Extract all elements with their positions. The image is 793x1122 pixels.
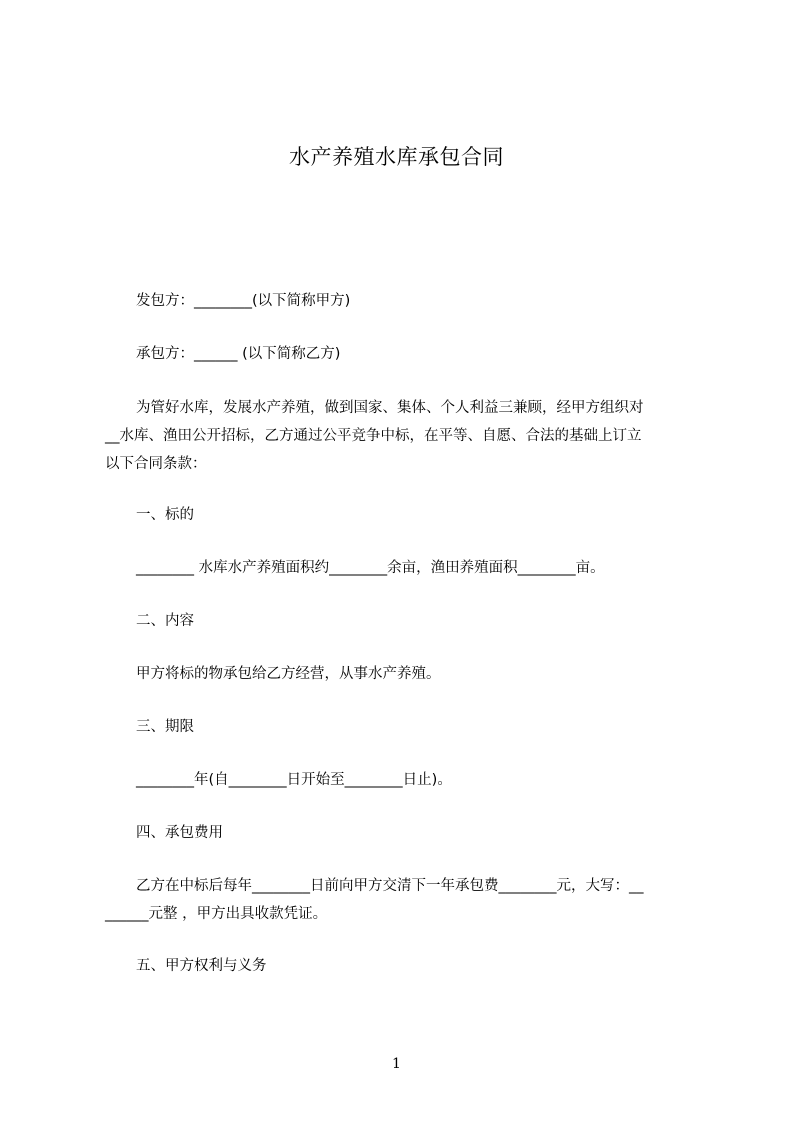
page-number: 1: [392, 1056, 401, 1072]
section-4-heading: 四、承包费用: [136, 825, 223, 841]
section-4-body-line-2: ______元整 ，甲方出具收款凭证。: [105, 906, 328, 922]
preamble-line-1: 为管好水库，发展水产养殖，做到国家、集体、个人利益三兼顾，经甲方组织对: [136, 400, 644, 416]
section-4-body-line-1: 乙方在中标后每年________日前向甲方交清下一年承包费________元，大写：__: [136, 878, 644, 894]
party-b-line: 承包方：______ (以下简称乙方): [136, 346, 341, 362]
section-5-heading: 五、甲方权利与义务: [136, 958, 267, 974]
section-3-body: ________年(自________日开始至________日止)。: [136, 772, 452, 788]
section-2-body: 甲方将标的物承包给乙方经营，从事水产养殖。: [136, 666, 441, 682]
preamble-line-3: 以下合同条款：: [105, 456, 207, 472]
document-title: 水产养殖水库承包合同: [289, 145, 504, 169]
party-a-line: 发包方：________(以下简称甲方): [136, 293, 351, 309]
section-2-heading: 二、内容: [136, 613, 194, 629]
section-3-heading: 三、期限: [136, 719, 194, 735]
section-1-heading: 一、标的: [136, 507, 194, 523]
section-1-body: ________ 水库水产养殖面积约________余亩，渔田养殖面积________亩。: [136, 560, 605, 576]
preamble-line-2: __水库、渔田公开招标，乙方通过公平竞争中标，在平等、自愿、合法的基础上订立: [105, 428, 642, 444]
